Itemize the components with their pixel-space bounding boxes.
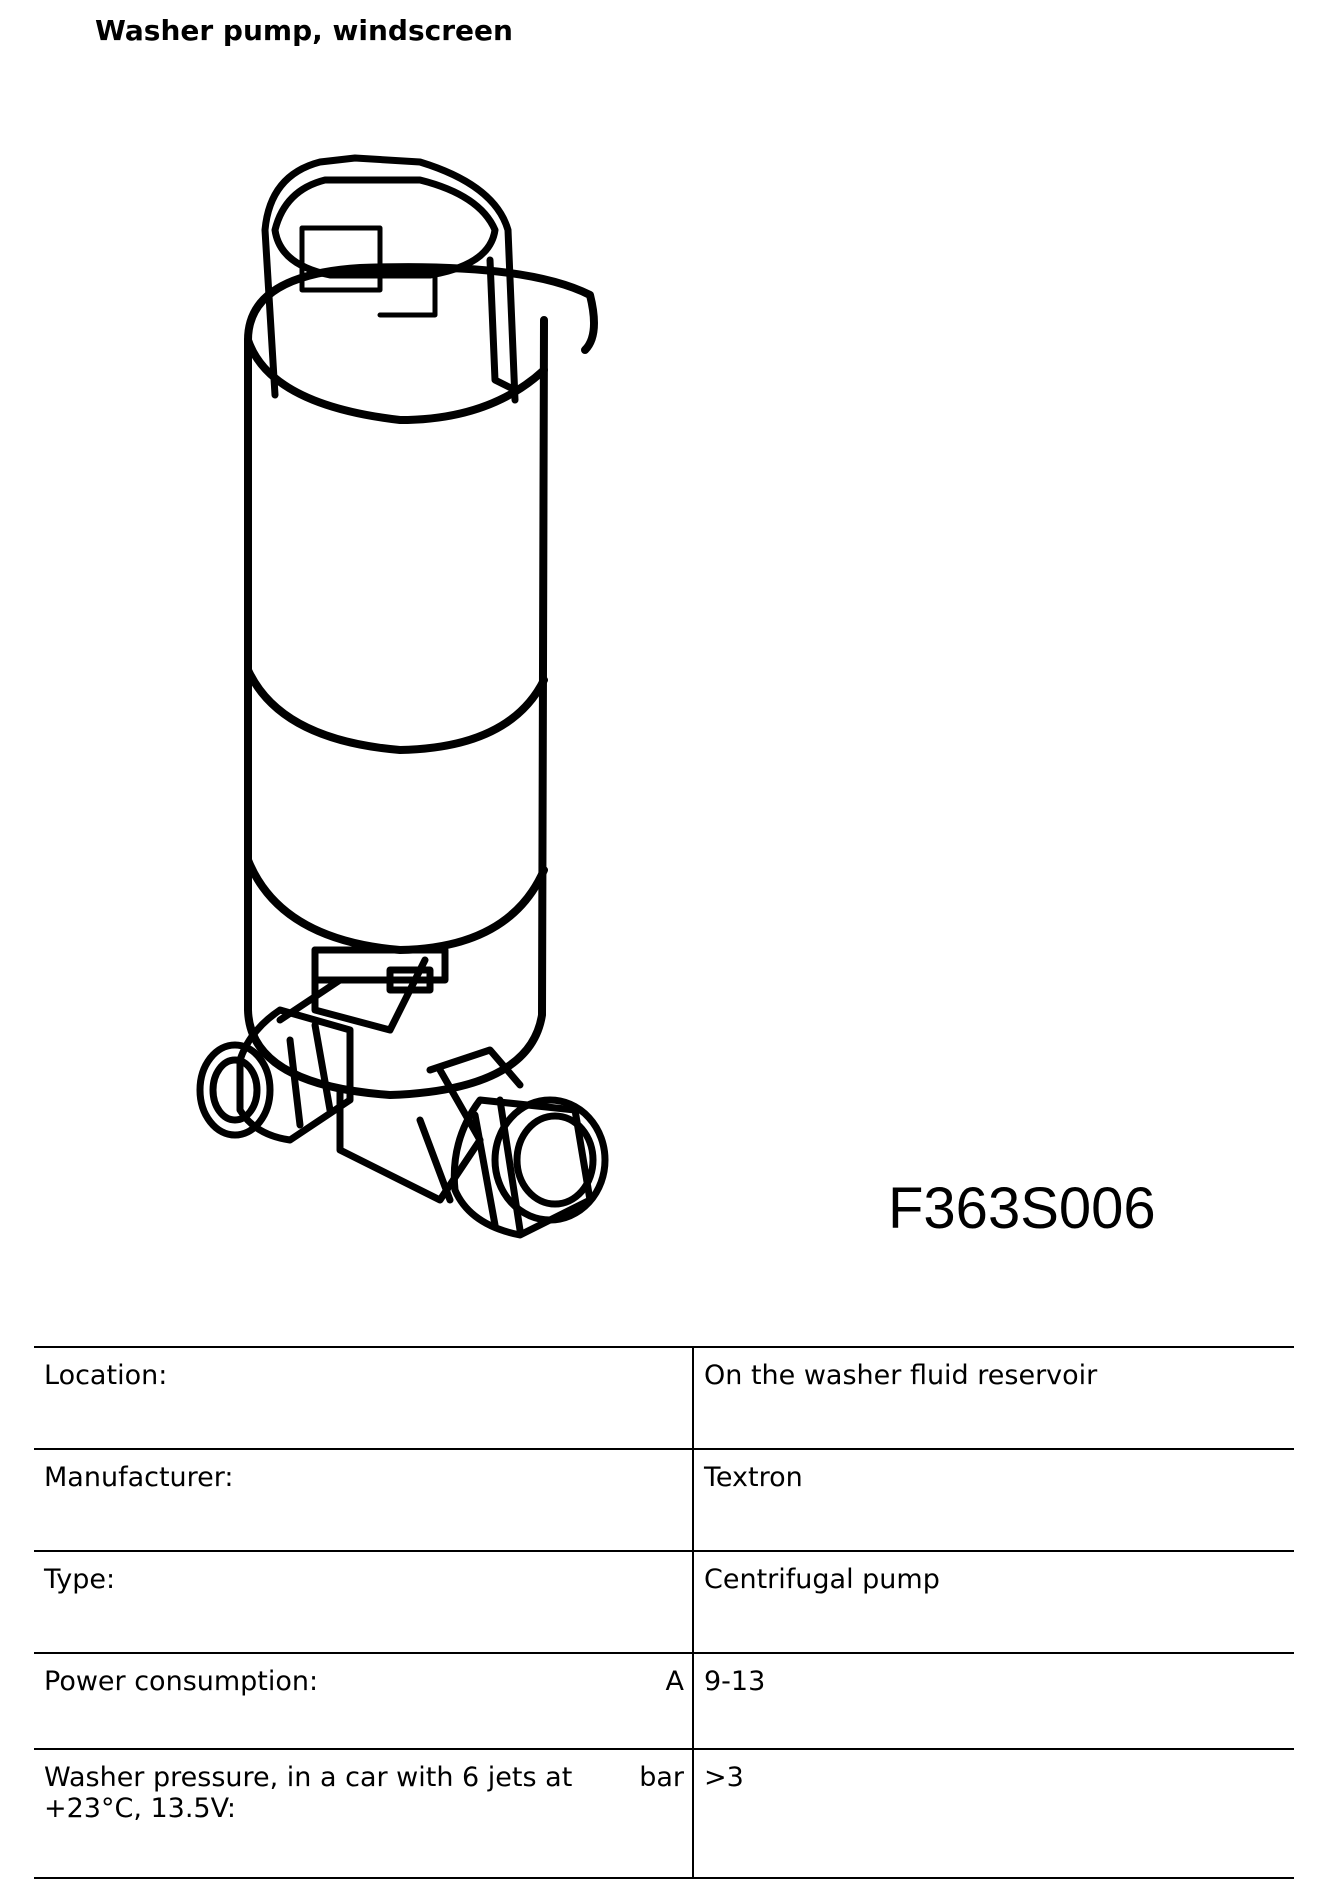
table-row [34,1449,1294,1551]
unit-label: A [665,1666,684,1697]
property-label: Washer pressure, in a car with 6 jets at +23°C, 13.5V: [44,1762,573,1824]
property-value: >3 [693,1749,1294,1878]
figure-code: F363S006 [888,1176,1156,1241]
page-title: Washer pump, windscreen [95,14,513,47]
table-row [34,1347,1294,1449]
table-row [34,1551,1294,1653]
unit-label [614,1347,693,1449]
specification-table [34,1346,1294,1879]
property-value: Textron [693,1449,1294,1551]
property-label: Manufacturer: [44,1462,234,1493]
washer-pump-illustration [190,150,710,1270]
property-label: Location: [44,1360,168,1391]
unit-label: bar [639,1762,684,1793]
property-value: Centrifugal pump [693,1551,1294,1653]
unit-label [614,1449,693,1551]
unit-label [614,1551,693,1653]
property-label: Power consumption: [44,1666,319,1697]
property-value: 9-13 [693,1653,1294,1749]
table-row [34,1653,1294,1749]
table-row [34,1749,1294,1878]
property-value: On the washer fluid reservoir [693,1347,1294,1449]
property-label: Type: [44,1564,116,1595]
